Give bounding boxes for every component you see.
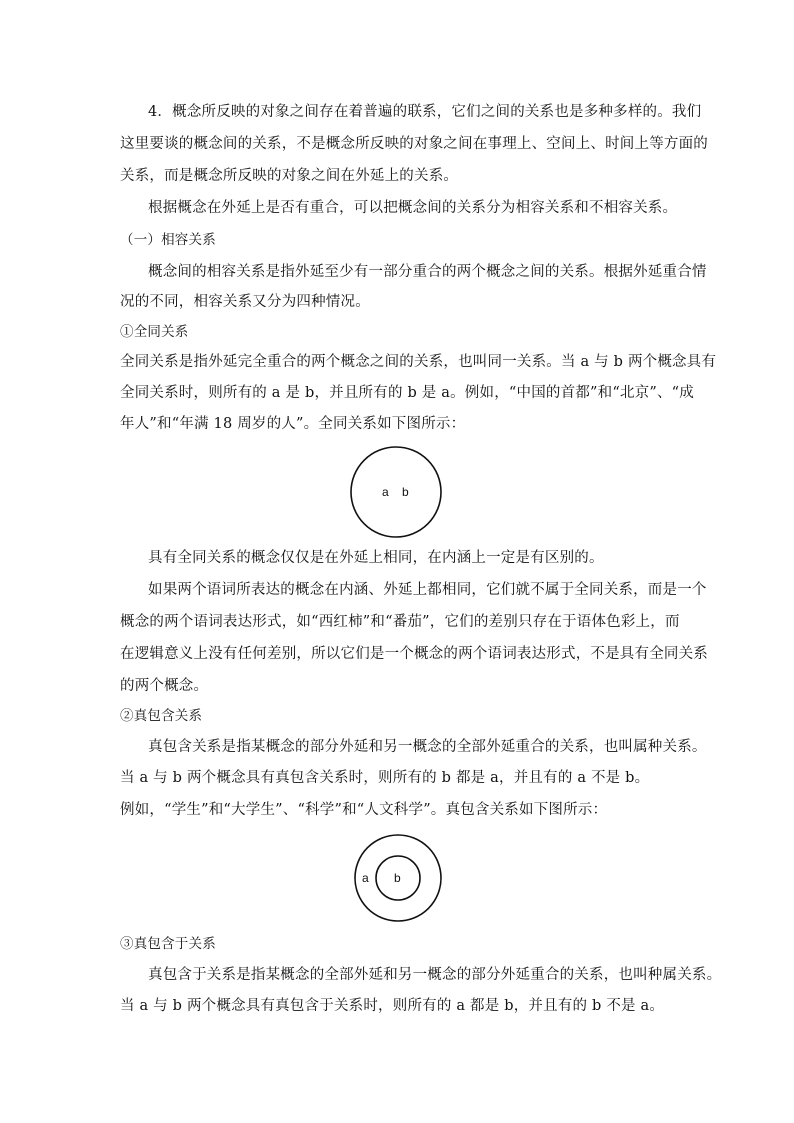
label-a: a	[362, 871, 369, 885]
paragraph-line: 关系，而是概念所反映的对象之间在外延上的关系。	[120, 168, 459, 184]
label-a: a	[382, 485, 389, 499]
paragraph-line: 当 a 与 b 两个概念具有真包含于关系时，则所有的 a 都是 b，并且有的 b 不是 a。	[120, 998, 665, 1014]
label-b: b	[402, 485, 409, 499]
paragraph-line: 况的不同，相容关系又分为四种情况。	[120, 294, 370, 310]
paragraph-line: 当 a 与 b 两个概念具有真包含关系时，则所有的 b 都是 a，并且有的 a 不是 b。	[120, 770, 650, 786]
paragraph-line: 全同关系时，则所有的 a 是 b，并且所有的 b 是 a。例如，“中国的首都”和“北京”、“成	[120, 385, 694, 401]
identity-relation-diagram	[348, 444, 444, 540]
circle-ab	[351, 447, 441, 537]
section-heading: （一）相容关系	[120, 232, 216, 248]
paragraph-line: 的两个概念。	[120, 678, 209, 694]
paragraph-line: 在逻辑意义上没有任何差别，所以它们是一个概念的两个语词表达形式，不是具有全同关系	[120, 646, 708, 662]
subsection-heading: ②真包含关系	[120, 708, 203, 724]
subsection-heading: ③真包含于关系	[120, 936, 216, 952]
paragraph-line: 如果两个语词所表达的概念在内涵、外延上都相同，它们就不属于全同关系，而是一个	[148, 582, 707, 598]
proper-inclusion-diagram	[352, 832, 444, 924]
paragraph-line: 4．概念所反映的对象之间存在着普遍的联系，它们之间的关系也是多种多样的。我们	[148, 104, 702, 120]
paragraph-line: 这里要谈的概念间的关系，不是概念所反映的对象之间在事理上、空间上、时间上等方面的	[120, 136, 708, 152]
paragraph-line: 真包含关系是指某概念的部分外延和另一概念的全部外延重合的关系，也叫属种关系。	[148, 739, 707, 755]
paragraph-line: 根据概念在外延上是否有重合，可以把概念间的关系分为相容关系和不相容关系。	[148, 200, 678, 216]
paragraph-line: 全同关系是指外延完全重合的两个概念之间的关系，也叫同一关系。当 a 与 b 两个概念具有	[120, 354, 717, 370]
subsection-heading: ①全同关系	[120, 324, 189, 340]
paragraph-line: 例如，“学生”和“大学生”、“科学”和“人文科学”。真包含关系如下图所示：	[120, 802, 608, 818]
paragraph-line: 真包含于关系是指某概念的全部外延和另一概念的部分外延重合的关系，也叫种属关系。	[148, 967, 722, 983]
paragraph-line: 年人”和“年满 18 周岁的人”。全同关系如下图所示：	[120, 416, 466, 432]
label-b: b	[394, 871, 401, 885]
paragraph-line: 概念间的相容关系是指外延至少有一部分重合的两个概念之间的关系。根据外延重合情	[148, 264, 707, 280]
paragraph-line: 概念的两个语词表达形式，如“西红柿”和“番茄”，它们的差别只存在于语体色彩上，而	[120, 614, 680, 630]
paragraph-line: 具有全同关系的概念仅仅是在外延上相同，在内涵上一定是有区别的。	[148, 550, 604, 566]
